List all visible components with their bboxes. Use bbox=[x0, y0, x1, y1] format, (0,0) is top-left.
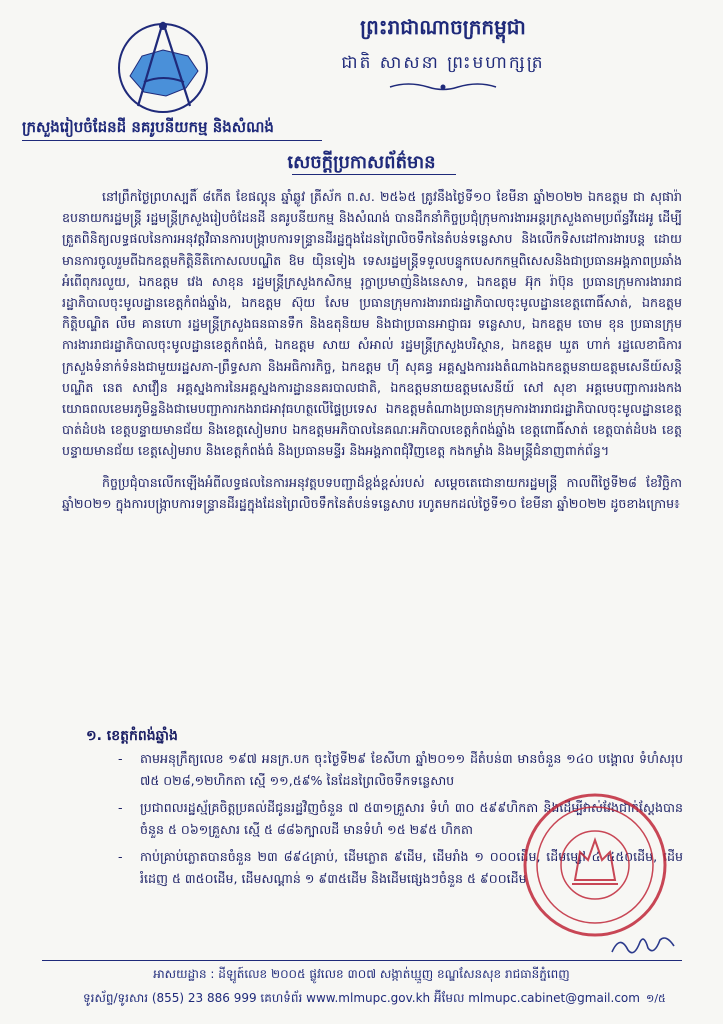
ministry-underline bbox=[22, 140, 322, 141]
document-body bbox=[62, 186, 682, 524]
signature-icon bbox=[608, 930, 678, 960]
title-underline bbox=[292, 174, 456, 175]
bullet-dash-icon: - bbox=[118, 751, 123, 766]
paragraph: កិច្ចប្រជុំបានលើកឡើងអំពីលទ្ធផលនៃការអនុវត្តបទបញ្ជាដ៏ខ្ពង់ខ្ពស់របស់ សម្តេចតេជោនាយករដ្ឋមន្ត្រី កាលពីថ្ងៃទី២៨ ខែវិច្ឆិកា ឆ្នាំ២០២១ ក្នុងការបង្ក្រាបការទន្ទ្រានដីរដ្ឋក្នុងដែនព្រៃលិចទឹកនៃតំបន់ទន្លេសាប រហូតមកដល់ថ្ងៃទី១០ ខែមីនា ឆ្នាំ២០២២ ដូចខាងក្រោម៖ bbox=[62, 474, 682, 511]
ornament-divider-icon bbox=[388, 80, 498, 94]
page-number: ១/៥ bbox=[646, 992, 666, 1005]
footer-divider bbox=[42, 960, 682, 961]
footer-address: អាសយដ្ឋាន : ដីឡូត៍លេខ ២០០៥ ផ្លូវលេខ ៣០៧ សង្កាត់ឃ្មួញ ខណ្ឌសែនសុខ រាជធានីភ្នំពេញ bbox=[153, 967, 570, 981]
document-title: សេចក្តីប្រកាសព័ត៌មាន bbox=[287, 152, 436, 173]
list-item-text: តាមអនុក្រឹត្យលេខ ១៩៧ អនក្រ.បក ចុះថ្ងៃទី២៩ ខែសីហា ឆ្នាំ២០១១ ដីតំបន់៣ មានចំនួន ១៤០ បង្គោល ទំហំសរុប ៧៥ ០២៨,១២ហិកតា ស្មើ ១១,៥៩% នៃដែនព្រៃលិចទឹកទន្លេសាប bbox=[140, 751, 683, 788]
list-item-text: ប្រជាពលរដ្ឋស្ម័គ្រចិត្តប្រគល់ដីជូនរដ្ឋវិញចំនួន ៧ ៥៣១គ្រួសារ ទំហំ ៣០ ៥៩៩ហិកតា និងដើម្បីវាស់វែងជាក់ស្តែងបានចំនួន ៥ ០៦១គ្រួសារ ស្មើ ៥ ៨៨៦ក្បាលដី មានទំហំ ១៥ ២៩៥ ហិកតា bbox=[140, 800, 683, 837]
kingdom-title: ព្រះរាជាណាចក្រកម្ពុជា bbox=[360, 15, 526, 39]
official-seal-icon bbox=[520, 790, 670, 940]
bullet-dash-icon: - bbox=[118, 800, 123, 815]
bullet-dash-icon: - bbox=[118, 849, 123, 864]
section-heading: ១. ខេត្តកំពង់ឆ្នាំង bbox=[86, 728, 178, 744]
footer-contact: ទូរស័ព្ទ/ទូរសារ (855) 23 886 999 គេហទំព័រ www.mlmupc.gov.kh អ៊ីមែល mlmupc.cabinet@gmail.com bbox=[83, 991, 640, 1005]
national-motto: ជាតិ សាសនា ព្រះមហាក្សត្រ bbox=[341, 53, 545, 73]
list-item bbox=[118, 748, 683, 791]
ministry-logo-icon bbox=[108, 16, 218, 116]
list-item-text: កាប់គ្រាប់ភ្លោតបានចំនួន ២៣ ៨៩៤គ្រាប់, ដើមភ្លោត ៩ដើម, ដើមរាំង ១ ០០០ដើម, ដើមម្សៅ ៤ ៤៥០ដើម, ដើមរំដេញ ៥ ៣៥០ដើម, ដើមសណ្តាន់ ១ ៩៣៥ដើម និងដើមផ្សេងៗចំនួន ៥ ៩០០ដើម bbox=[140, 849, 683, 886]
ministry-name: ក្រសួងរៀបចំដែនដី នគរូបនីយកម្ម និងសំណង់ bbox=[22, 118, 274, 136]
paragraph: នៅព្រឹកថ្ងៃព្រហស្បតិ៍ ៨កើត ខែផល្គុន ឆ្នាំឆ្លូវ ត្រីស័ក ព.ស. ២៥៦៥ ត្រូវនឹងថ្ងៃទី១០ ខែមីនា ឆ្នាំ២០២២ ឯកឧត្តម ជា សុផារ៉ា ឧបនាយករដ្ឋមន្ត្រី រដ្ឋមន្ត្រីក្រសួងរៀបចំដែនដី នគរូបនីយកម្ម និងសំណង់ បានដឹកនាំកិច្ចប្រជុំក្រុមការងារអន្តរក្រសួងតាមប្រព័ន្ធវីដេអូ ដើម្បីត្រួតពិនិត្យលទ្ធផលនៃការអនុវត្តវិធានការបង្ក្រាបការទន្ទ្រានដីរដ្ឋក្នុងដែនព្រៃលិចទឹកនៃតំបន់ទន្លេសាប និងលើកទិសដៅការងារបន្ត ដោយមានការចូលរួមពីឯកឧត្តមកិត្តិនីតិកោសលបណ្ឌិត ឱម យ៉ិនទៀង ទេសរដ្ឋមន្ត្រីទទួលបន្ទុកបេសកកម្មពិសេសនិងជាប្រធានអង្គភាពប្រឆាំងអំពើពុករលួយ, ឯកឧត្តម វេង សាខុន រដ្ឋមន្ត្រីក្រសួងកសិកម្ម រុក្ខាប្រមាញ់និងនេសាទ, ឯកឧត្តម អ៊ុក រ៉ាប៊ុន ប្រធានក្រុមការងាររាជរដ្ឋាភិបាលចុះមូលដ្ឋានខេត្តកំពង់ឆ្នាំង, ឯកឧត្តម ស៊ុយ សែម ប្រធានក្រុមការងាររាជរដ្ឋាភិបាលចុះមូលដ្ឋានខេត្តពោធិ៍សាត់, ឯកឧត្តមកិត្តិបណ្ឌិត លឹម គានហោ រដ្ឋមន្ត្រីក្រសួងធនធានទឹក និងឧតុនិយម និងជាប្រធានអាជ្ញាធរ ទន្លេសាប, ឯកឧត្តម ចោម ខុន ប្រធានក្រុមការងាររាជរដ្ឋាភិបាលចុះមូលដ្ឋានខេត្តកំពង់ធំ, ឯកឧត្តម សាយ សំអាល់ រដ្ឋមន្ត្រីក្រសួងបរិស្ថាន, ឯកឧត្តម ឃួត ហាក់ រដ្ឋលេខាធិការក្រសួងទំនាក់ទំនងជាមួយរដ្ឋសភា-ព្រឹទ្ធសភា និងអធិការកិច្ច, ឯកឧត្តម ហ៊ី សុគន្ធ អគ្គស្នងការរងតំណាងឯកឧត្តមនាយឧត្តមសេនីយ៍សន្តិបណ្ឌិត នេត សាវឿន អគ្គស្នងការនៃអគ្គស្នងការដ្ឋាននគរបាលជាតិ, ឯកឧត្តមនាយឧត្តមសេនីយ៍ សៅ សុខា អគ្គមេបញ្ជាការរងកងយោធពលខេមរភូមិន្ទនិងជាមេបញ្ជាការកងរាជអាវុធហត្ថលើផ្ទៃប្រទេស ឯកឧត្តមតំណាងប្រធានក្រុមការងាររាជរដ្ឋាភិបាលចុះមូលដ្ឋានខេត្តបាត់ដំបង ខេត្តបន្ទាយមានជ័យ និងខេត្តសៀមរាប ឯកឧត្តមអភិបាលនៃគណៈអភិបាលខេត្តកំពង់ឆ្នាំង ខេត្តពោធិ៍សាត់ ខេត្តបាត់ដំបង ខេត្តបន្ទាយមានជ័យ ខេត្តសៀមរាប និងខេត្តកំពង់ធំ និងប្រធានមន្ទីរ និងអង្គភាពជុំវិញខេត្ត កងកម្លាំង និងមន្ត្រីជំនាញពាក់ព័ន្ធ។ bbox=[62, 189, 682, 459]
